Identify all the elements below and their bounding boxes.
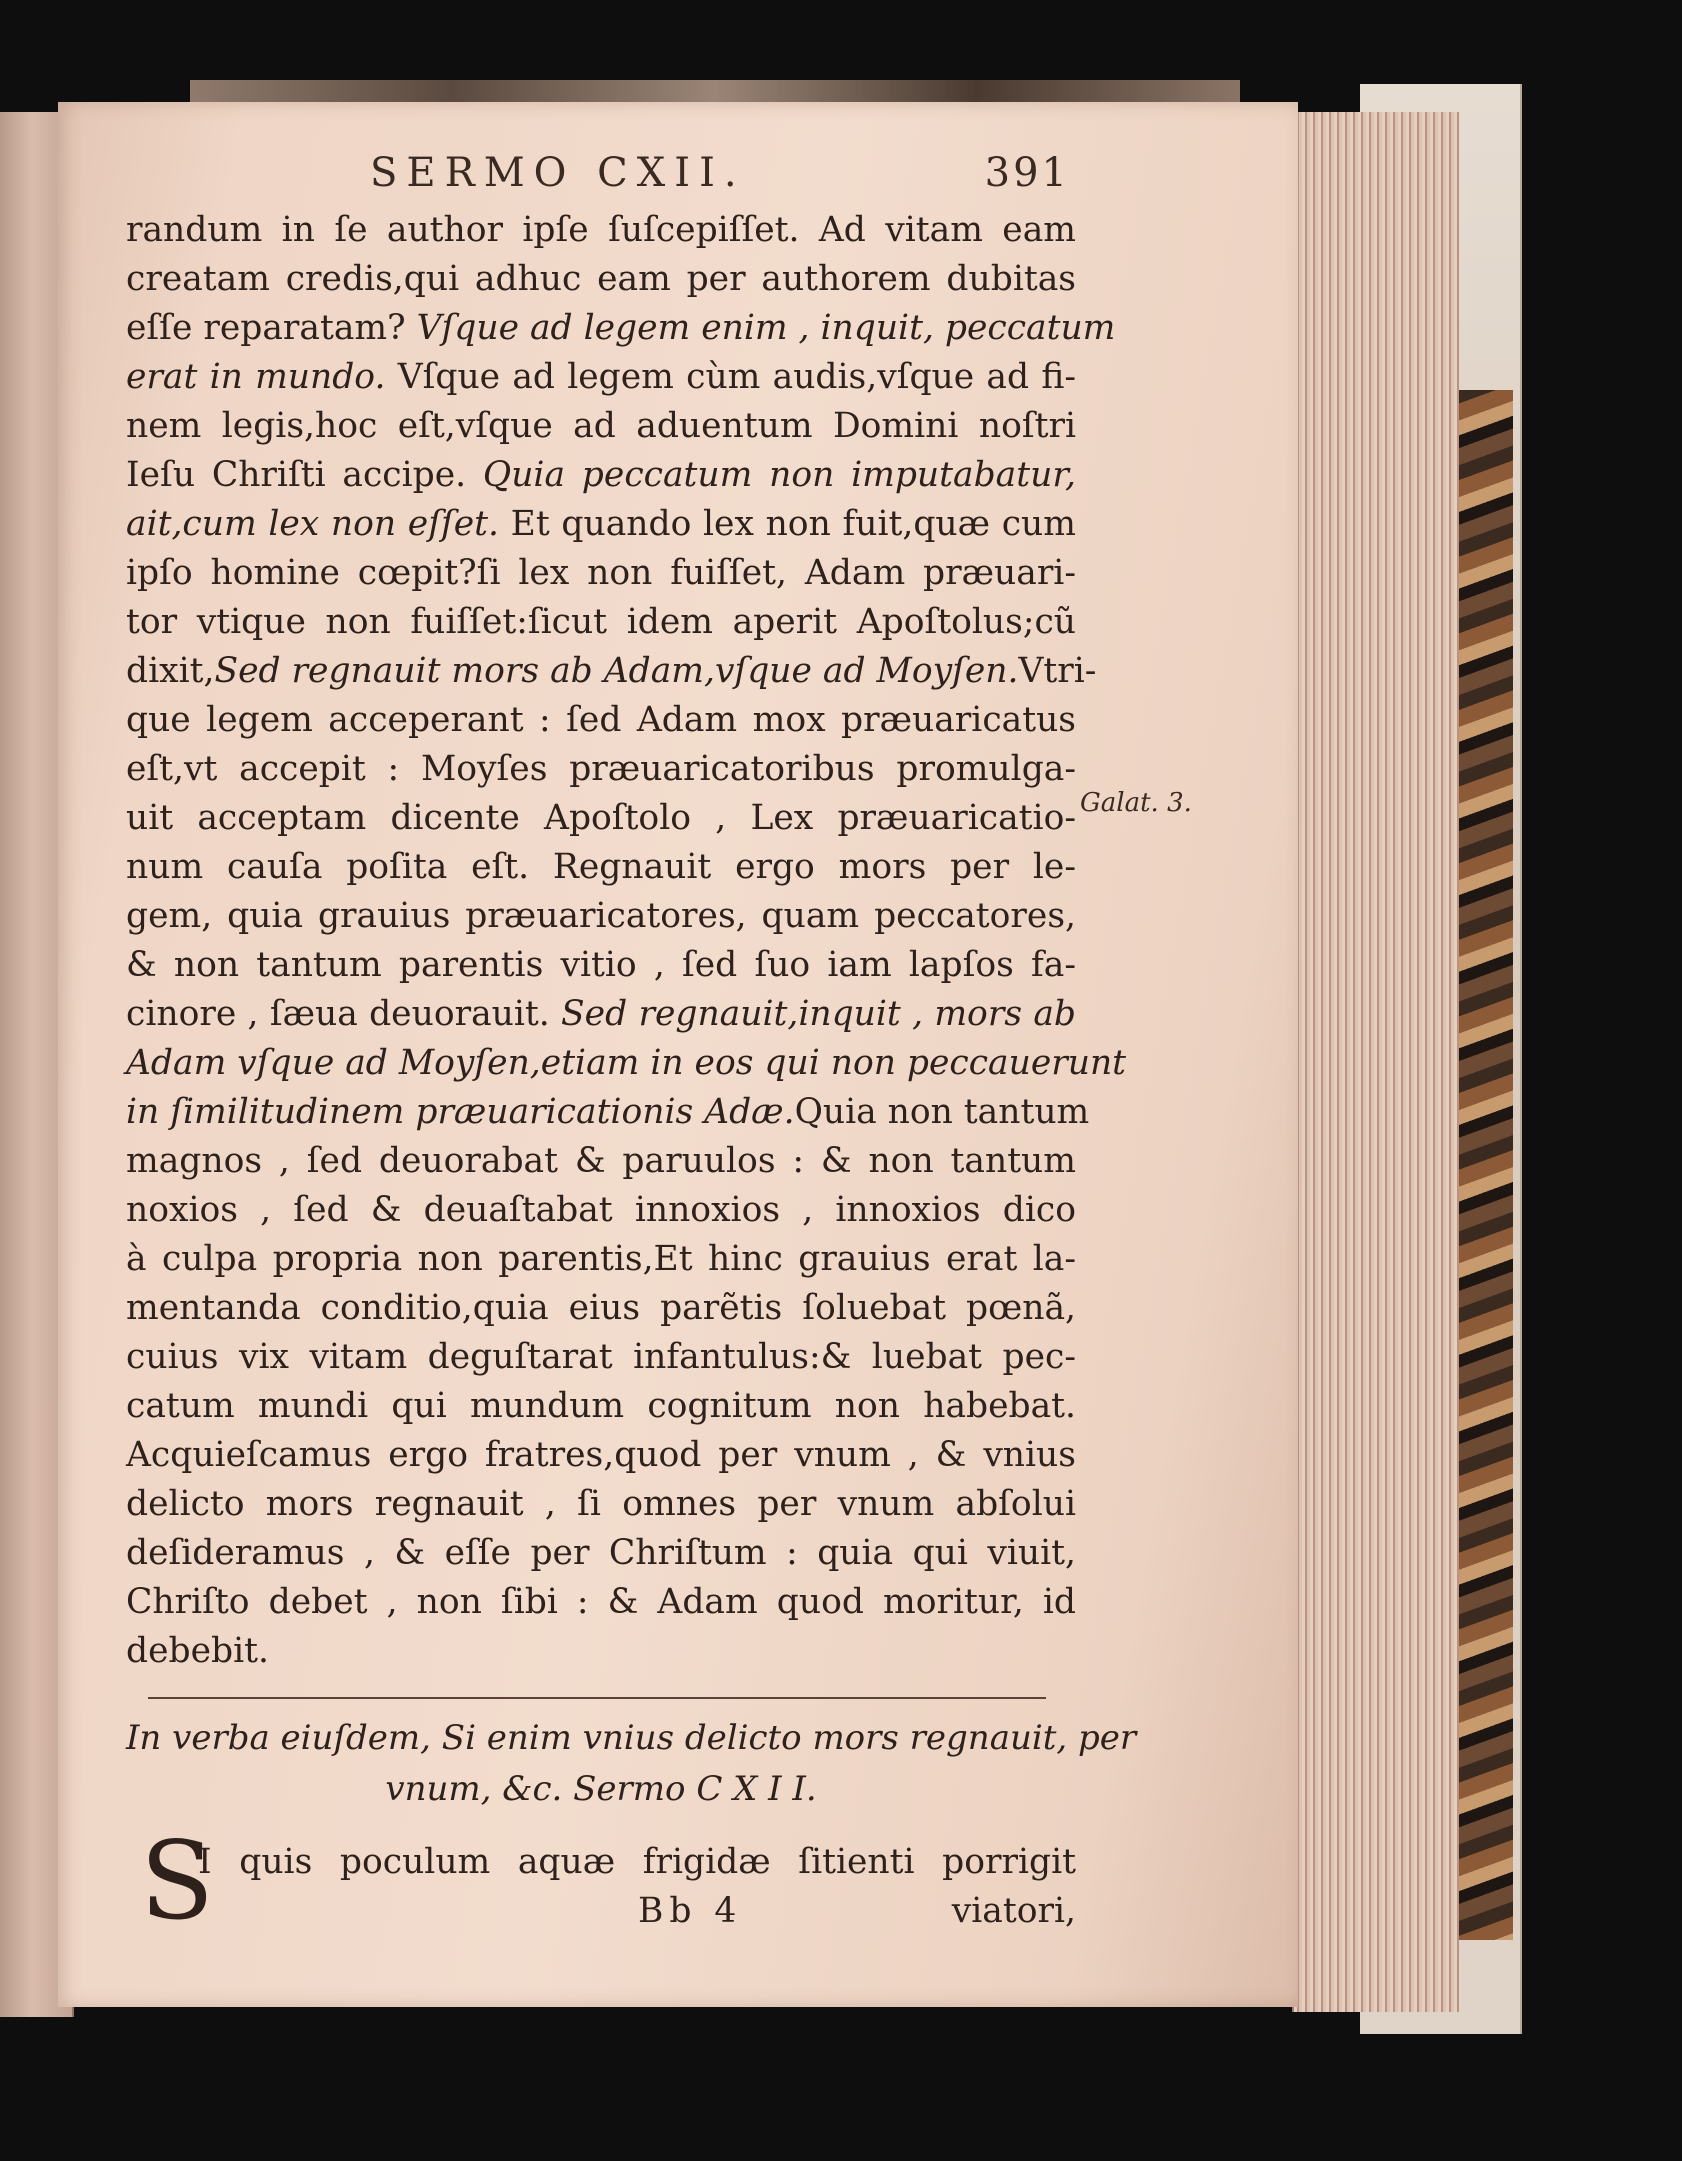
text-line <box>126 941 1076 990</box>
text-segment: catum mundi qui mundum cognitum non habebat. <box>126 1386 1076 1426</box>
text-segment: deſideramus , & eſſe per Chriſtum : quia qui viuit, <box>126 1533 1076 1573</box>
text-segment: cinore , ſæua deuorauit. <box>126 994 562 1034</box>
running-head <box>370 150 1070 202</box>
text-segment: randum in ſe author ipſe ſuſcepiſſet. Ad vitam eam <box>126 210 1076 250</box>
text-segment: que legem acceperant : ſed Adam mox præuaricatus <box>126 700 1076 740</box>
text-line <box>126 451 1076 500</box>
text-line <box>126 1431 1076 1480</box>
text-line <box>126 1333 1076 1382</box>
text-segment: cuius vix vitam deguſtarat infantulus:& luebat pec- <box>126 1337 1076 1377</box>
text-segment: gem, quia grauius præuaricatores, quam peccatores, <box>126 896 1076 936</box>
text-segment: Ieſu Chriſti accipe. <box>126 455 483 495</box>
text-segment: tor vtique non fuiſſet:ſicut idem aperit Apoſtolus;cũ <box>126 602 1076 642</box>
text-segment: creatam credis,qui adhuc eam per authorem dubitas <box>126 259 1076 299</box>
text-line <box>126 1578 1076 1627</box>
drop-capital: S <box>140 1819 214 1944</box>
text-line <box>126 304 1116 353</box>
page-block-edges <box>1292 112 1459 2012</box>
italic-text-segment: ait,cum lex non eſſet. <box>126 504 500 544</box>
text-segment: Vtri- <box>1018 651 1097 691</box>
text-segment: à culpa propria non parentis,Et hinc grauius erat la- <box>126 1239 1076 1279</box>
text-line <box>126 1480 1076 1529</box>
text-segment: Vſque ad legem cùm audis,vſque ad fi- <box>385 357 1076 397</box>
text-line <box>126 892 1076 941</box>
text-segment: eſſe reparatam? <box>126 308 417 348</box>
text-segment: noxios , ſed & deuaſtabat innoxios , innoxios dico <box>126 1190 1076 1230</box>
text-segment: uit acceptam dicente Apoſtolo , Lex præuaricatio- <box>126 798 1076 838</box>
text-line <box>126 206 1076 255</box>
text-line <box>126 1529 1076 1578</box>
text-segment: ipſo homine cœpit?ſi lex non fuiſſet, Adam præuari- <box>126 553 1076 593</box>
italic-text-segment: Sed regnauit,inquit , mors ab <box>561 994 1076 1034</box>
text-segment: delicto mors regnauit , ſi omnes per vnum abſolui <box>126 1484 1076 1524</box>
text-segment: Et quando lex non fuit,quæ cum <box>499 504 1076 544</box>
italic-text-segment: Vſque ad legem enim , inquit, peccatum <box>416 308 1116 348</box>
text-line <box>126 1039 1127 1088</box>
text-line <box>126 794 1076 843</box>
section-heading-line-2: vnum, &c. Sermo C X I I. <box>385 1769 817 1809</box>
section-divider <box>148 1697 1046 1699</box>
signature-line <box>198 1887 1076 1936</box>
text-line <box>126 647 1097 696</box>
text-segment: Chriſto debet , non ſibi : & Adam quod moritur, id <box>126 1582 1076 1622</box>
italic-text-segment: erat in mundo. <box>126 357 386 397</box>
italic-text-segment: in ſimilitudinem præuaricationis Adæ. <box>126 1092 795 1132</box>
text-line <box>126 549 1076 598</box>
text-segment: dixit, <box>126 651 215 691</box>
signature-mark: Bb 4 <box>638 1891 743 1931</box>
body-text <box>126 206 1127 1676</box>
text-segment: magnos , ſed deuorabat & paruulos : & non tantum <box>126 1141 1076 1181</box>
text-line <box>126 255 1076 304</box>
text-line <box>126 598 1076 647</box>
catchword: viatori, <box>951 1891 1076 1931</box>
italic-text-segment: Adam vſque ad Moyſen,etiam in eos qui non peccauerunt <box>126 1043 1127 1083</box>
marbled-endpaper <box>1455 390 1513 1940</box>
text-line <box>126 1186 1076 1235</box>
text-line <box>126 696 1076 745</box>
text-line <box>126 402 1076 451</box>
text-line <box>126 745 1076 794</box>
text-line <box>126 1382 1076 1431</box>
text-segment: debebit. <box>126 1631 269 1671</box>
sermon-opening-line: I quis poculum aquæ frigidæ ſitienti porrigit <box>198 1842 1076 1882</box>
text-line <box>126 990 1076 1039</box>
section-heading <box>126 1713 1137 1815</box>
text-segment: eſt,vt accepit : Moyſes præuaricatoribus promulga- <box>126 749 1076 789</box>
text-segment: Quia non tantum <box>794 1092 1090 1132</box>
italic-text-segment: Quia peccatum non imputabatur, <box>482 455 1076 495</box>
text-line <box>126 843 1076 892</box>
text-line <box>126 1627 1076 1676</box>
text-segment: nem legis,hoc eſt,vſque ad aduentum Domini noſtri <box>126 406 1076 446</box>
text-segment: & non tantum parentis vitio , ſed ſuo iam lapſos fa- <box>126 945 1076 985</box>
text-segment: mentanda conditio,quia eius parẽtis ſoluebat pœnã, <box>126 1288 1076 1328</box>
page-number: 391 <box>984 150 1070 196</box>
text-segment: num cauſa poſita eſt. Regnauit ergo mors per le- <box>126 847 1076 887</box>
running-head-title: SERMO CXII. <box>370 150 746 196</box>
text-line <box>126 1284 1076 1333</box>
marginal-note: Galat. 3. <box>1080 788 1192 818</box>
text-segment: Acquieſcamus ergo fratres,quod per vnum , & vnius <box>126 1435 1076 1475</box>
text-line <box>126 1137 1076 1186</box>
text-line <box>126 500 1076 549</box>
text-line <box>126 1088 1090 1137</box>
italic-text-segment: Sed regnauit mors ab Adam,vſque ad Moyſen. <box>214 651 1019 691</box>
section-heading-line-1: In verba eiuſdem, Si enim vnius delicto mors regnauit, per <box>126 1718 1137 1758</box>
text-line <box>126 1235 1076 1284</box>
text-line <box>126 353 1076 402</box>
